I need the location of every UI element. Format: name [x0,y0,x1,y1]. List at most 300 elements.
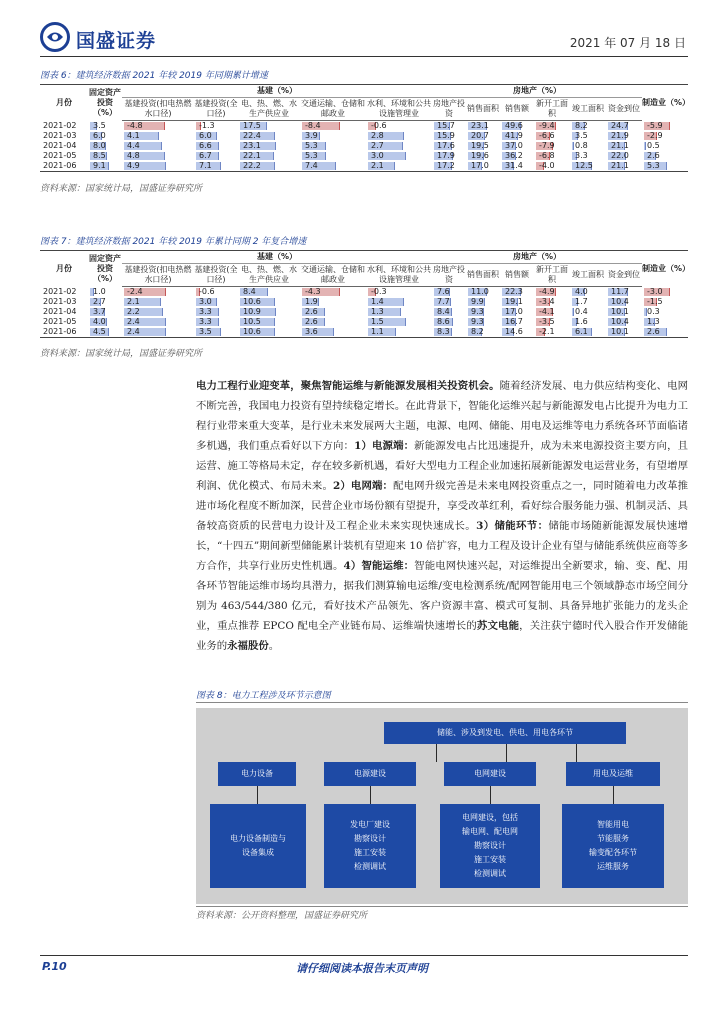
data-bar-cell [302,161,364,171]
data-value: 2.7 [93,297,106,306]
report-date: 2021 年 07 月 18 日 [569,36,686,50]
row-month: 2021-06 [40,161,88,172]
fig8-caption: 图表 8：电力工程涉及环节示意图 [196,691,331,701]
box-power-source: 电源建设 [324,762,416,786]
footer-divider [40,955,688,956]
col-infra-sub: 电、热、燃、水生产供应业 [238,264,300,287]
col-infra-sub: 基建投资(全口径) [194,264,238,287]
recommended-stock: 苏文电能 [476,620,520,632]
data-value: 1.7 [575,297,588,306]
col-re-sub: 竣工面积 [570,98,606,121]
data-value: 3.6 [305,327,318,336]
data-value: 5.3 [305,141,318,150]
table-row [40,141,688,151]
data-bar-cell [468,307,498,317]
data-value: 24.7 [611,121,629,130]
data-bar-cell [434,121,464,131]
data-value: 2.6 [647,327,660,336]
data-value: 41.9 [505,131,523,140]
connector-line [576,744,577,762]
company-logo-icon [40,22,70,52]
data-value: 1.3 [647,317,660,326]
data-value: 10.5 [243,317,261,326]
data-bar-cell [644,297,686,307]
col-re-sub: 销售面积 [466,98,500,121]
box-power-equipment: 电力设备 [218,762,296,786]
data-bar-cell [502,317,532,327]
box-grid: 电网建设 [444,762,536,786]
data-value: -3.0 [647,286,663,296]
data-bar-cell [536,151,568,161]
connector-line [613,786,614,804]
data-bar-cell [302,151,364,161]
data-value: 11.0 [471,287,489,296]
data-bar-cell [502,141,532,151]
data-bar-cell [502,287,532,297]
data-value: -4.8 [127,121,143,130]
data-value: 22.2 [243,161,261,170]
data-bar-cell [572,327,604,337]
data-bar-cell [502,297,532,307]
data-bar-cell [368,287,430,297]
data-bar-cell [302,287,364,297]
data-value: 4.1 [127,131,140,140]
data-value: 10.4 [611,317,629,326]
footer-disclaimer: 请仔细阅读本报告末页声明 [296,962,428,975]
data-value: 4.9 [127,161,140,170]
data-bar-cell [468,317,498,327]
col-infra-sub: 基建投资(全口径) [194,98,238,121]
col-re-sub: 房地产投资 [432,98,466,121]
col-re-sub: 销售面积 [466,264,500,287]
data-value: 17.6 [437,141,455,150]
table-row [40,151,688,161]
data-value: 2.1 [371,161,384,170]
data-bar-cell [368,161,430,171]
data-bar-cell [196,307,236,317]
data-bar-cell [124,131,192,141]
data-value: 3.3 [199,317,212,326]
data-value: 1.3 [371,307,384,316]
col-re-sub: 竣工面积 [570,264,606,287]
data-bar-cell [196,141,236,151]
data-bar-cell [90,141,120,151]
sub-box-usage: 智能用电 节能服务 输变配各环节 运维服务 [562,804,664,888]
data-bar-cell [572,307,604,317]
data-bar-cell [124,297,192,307]
data-value: 36.2 [505,151,523,160]
data-bar-cell [644,307,686,317]
data-bar-cell [536,327,568,337]
data-bar-cell [502,307,532,317]
data-bar-cell [240,121,298,131]
data-bar-cell [368,317,430,327]
col-month: 月份 [40,85,88,121]
sub-box-grid: 电网建设，包括 输电网、配电网 勘察设计 施工安装 检测调试 [440,804,540,888]
data-bar-cell [302,121,364,131]
data-value: 10.1 [611,307,629,316]
data-bar-cell [572,287,604,297]
data-value: 23.1 [471,121,489,130]
data-bar-cell [124,287,192,297]
data-value: 3.0 [371,151,384,160]
data-bar-cell [468,131,498,141]
col-re-sub: 新开工面积 [534,264,570,287]
data-bar-cell [468,327,498,337]
data-value: 5.3 [647,161,660,170]
data-bar-cell [124,151,192,161]
data-bar-cell [196,151,236,161]
data-value: 8.2 [575,121,588,130]
data-value: -3.4 [539,297,555,306]
data-bar-cell [434,161,464,171]
data-value: 0.4 [575,307,588,316]
header-divider [40,56,688,57]
data-bar-cell [536,307,568,317]
data-bar-cell [502,151,532,161]
data-bar-cell [434,141,464,151]
col-re-sub: 新开工面积 [534,98,570,121]
data-value: 7.4 [305,161,318,170]
fig8-top-rule [196,702,688,703]
data-bar-cell [468,121,498,131]
point-1-heading: 1）电源端： [354,440,415,452]
row-month: 2021-05 [43,317,77,326]
data-bar-cell [124,317,192,327]
data-value: -0.6 [199,287,215,296]
data-bar-cell [368,141,430,151]
table-row [40,297,688,307]
data-value: -5.9 [647,120,663,130]
company-name: 国盛证券 [76,30,157,52]
data-bar-cell [608,307,640,317]
data-value: 0.5 [647,141,660,150]
data-bar-cell [90,151,120,161]
data-value: -6.6 [539,131,555,140]
data-value: 15.7 [437,121,455,130]
data-bar-cell [124,121,192,131]
data-bar-cell [90,317,120,327]
data-bar-cell [196,327,236,337]
col-infra-sub: 交通运输、仓储和邮政业 [300,98,366,121]
data-value: 17.5 [243,121,261,130]
data-bar-cell [502,121,532,131]
point-3-heading: 3）储能环节： [476,520,549,532]
data-value: 2.4 [127,327,140,336]
connector-line [436,744,437,762]
fig8-bottom-rule [196,906,688,907]
data-bar-cell [434,151,464,161]
data-value: 8.3 [437,327,450,336]
data-bar-cell [302,307,364,317]
row-month: 2021-02 [43,120,77,130]
table-row [40,161,688,172]
data-value: 6.0 [199,131,212,140]
data-value: 9.3 [471,317,484,326]
fig7-source: 资料来源：国家统计局，国盛证券研究所 [40,349,203,359]
data-value: 6.6 [199,141,212,150]
data-bar-cell [434,327,464,337]
data-bar-cell [240,317,298,327]
data-bar-cell [468,151,498,161]
col-infra-sub: 基建投资(扣电热燃水口径) [122,98,194,121]
data-value: 4.0 [93,317,106,326]
data-bar-cell [502,327,532,337]
connector-line [257,786,258,804]
data-bar-cell [302,297,364,307]
data-value: 2.2 [127,307,140,316]
data-value: 49.6 [505,121,523,130]
data-value: 8.4 [243,287,256,296]
data-value: 8.5 [93,151,106,160]
data-bar-cell [196,287,236,297]
data-bar-cell [572,151,604,161]
data-bar-cell [468,287,498,297]
col-manufacturing: 制造业（%） [642,85,688,121]
data-bar-cell [90,327,120,337]
data-bar-cell [196,317,236,327]
data-value: -0.6 [371,121,387,130]
data-value: -1.5 [647,297,663,306]
data-value: -2.1 [539,327,555,336]
data-bar-cell [240,161,298,171]
data-bar-cell [468,141,498,151]
data-bar-cell [572,161,604,171]
data-value: 3.7 [93,307,106,316]
point-2-heading: 2）电网端： [333,480,394,492]
data-bar-cell [434,307,464,317]
data-bar-cell [124,327,192,337]
data-value: 1.4 [371,297,384,306]
data-value: 17.9 [437,151,455,160]
point-4-heading: 4）智能运维： [343,560,415,572]
data-value: 22.3 [505,287,523,296]
data-value: 10.1 [611,327,629,336]
data-value: 10.9 [243,307,261,316]
row-month: 2021-04 [43,141,77,150]
data-value: 3.0 [199,297,212,306]
data-bar-cell [196,121,236,131]
data-value: 19.5 [471,141,489,150]
data-bar-cell [90,161,120,171]
data-value: 9.1 [93,161,106,170]
data-value: 7.1 [199,161,212,170]
data-value: 19.1 [505,297,523,306]
data-value: -4.0 [539,161,555,170]
data-value: 5.3 [305,151,318,160]
data-value: 23.1 [243,141,261,150]
data-value: 17.2 [437,161,455,170]
data-value: 1.1 [371,327,384,336]
data-value: 3.3 [199,307,212,316]
row-month: 2021-04 [43,307,77,316]
data-bar-cell [240,141,298,151]
row-month: 2021-05 [43,151,77,160]
data-bar-cell [90,307,120,317]
data-value: 10.4 [611,297,629,306]
data-bar-cell [468,297,498,307]
data-bar-cell [302,317,364,327]
data-value: -8.4 [305,121,321,130]
data-value: 0.8 [575,141,588,150]
data-value: 10.6 [243,327,261,336]
data-bar-cell [502,161,532,171]
col-fixed-asset: 固定资产投资（%） [88,251,122,287]
data-value: 2.1 [127,297,140,306]
data-bar-cell [240,131,298,141]
data-value: 7.6 [437,287,450,296]
data-bar-cell [572,131,604,141]
connector-line [370,786,371,804]
col-group-realestate: 房地产（%） [432,85,642,98]
data-bar-cell [90,121,120,131]
data-bar-cell [608,327,640,337]
data-value: 22.0 [611,151,629,160]
data-value: 37.0 [505,141,523,150]
data-bar-cell [608,121,640,131]
data-bar-cell [240,307,298,317]
data-bar-cell [302,131,364,141]
col-re-sub: 销售额 [500,98,534,121]
col-infra-sub: 交通运输、仓储和邮政业 [300,264,366,287]
data-value: 3.5 [93,120,106,130]
col-re-sub: 销售额 [500,264,534,287]
data-bar-cell [434,287,464,297]
data-bar-cell [90,287,120,297]
data-value: 4.5 [93,327,106,336]
data-bar-cell [536,161,568,171]
data-bar-cell [572,297,604,307]
data-value: 1.0 [93,286,106,296]
data-value: 2.7 [371,141,384,150]
data-value: 4.4 [127,141,140,150]
data-bar-cell [434,297,464,307]
data-value: -6.8 [539,151,555,160]
data-value: -2.4 [127,287,143,296]
data-value: -7.9 [539,141,555,150]
data-bar-cell [196,161,236,171]
data-bar-cell [368,131,430,141]
data-value: 1.5 [371,317,384,326]
data-value: 2.4 [127,317,140,326]
data-value: -4.3 [305,287,321,296]
data-value: 22.4 [243,131,261,140]
diagram-top-box: 储能、涉及到发电、供电、用电各环节 [384,722,626,744]
table-row [40,287,688,298]
data-bar-cell [536,287,568,297]
data-bar-cell [608,287,640,297]
data-value: 14.6 [505,327,523,336]
data-bar-cell [124,141,192,151]
data-value: -9.4 [539,121,555,130]
data-bar-cell [196,297,236,307]
data-value: 8.2 [471,327,484,336]
col-infra-sub: 水利、环境和公共设施管理业 [366,98,432,121]
data-bar-cell [368,327,430,337]
data-value: 15.9 [437,131,455,140]
data-bar-cell [302,327,364,337]
data-bar-cell [608,317,640,327]
data-value: 9.9 [471,297,484,306]
data-value: 3.5 [199,327,212,336]
col-manufacturing: 制造业（%） [642,251,688,287]
data-value: 4.0 [575,287,588,296]
data-bar-cell [124,307,192,317]
data-bar-cell [536,297,568,307]
data-value: 17.0 [471,161,489,170]
data-value: 22.1 [243,151,261,160]
data-value: 4.8 [127,151,140,160]
data-bar-cell [124,161,192,171]
data-value: 2.6 [305,307,318,316]
data-value: -0.3 [371,287,387,296]
col-group-infra: 基建（%） [122,251,432,264]
table-row [40,327,688,338]
row-month: 2021-06 [40,327,88,338]
data-value: -1.3 [199,121,215,130]
data-bar-cell [240,297,298,307]
data-value: 6.7 [199,151,212,160]
data-value: 3.5 [575,131,588,140]
fig8-source: 资料来源：公开资料整理，国盛证券研究所 [196,911,368,921]
data-bar-cell [608,297,640,307]
data-bar-cell [368,151,430,161]
data-value: 2.6 [647,151,660,160]
sub-box-equipment: 电力设备制造与 设备集成 [210,804,306,888]
col-group-infra: 基建（%） [122,85,432,98]
data-value: 9.3 [471,307,484,316]
data-bar-cell [196,131,236,141]
data-value: 17.0 [505,307,523,316]
data-bar-cell [608,141,640,151]
data-value: -3.5 [539,317,555,326]
data-bar-cell [644,151,686,161]
data-bar-cell [572,121,604,131]
col-fixed-asset: 固定资产投资（%） [88,85,122,121]
power-engineering-diagram [196,708,688,904]
fig6-table [40,84,691,172]
data-value: 6.1 [575,327,588,336]
data-value: 21.1 [611,161,629,170]
data-value: 1.6 [575,317,588,326]
data-value: 3.9 [305,131,318,140]
body-paragraph: 电力工程行业迎变革，聚焦智能运维与新能源发展相关投资机会。随着经济发展、电力供应结构变化、电网不断完善，我国电力投资有望持续稳定增长。在此背景下，智能化运维兴起与新能源发电占比提升为电力工程行业带来重大变革，是行业未来发展两大主题，电源、电网、储能、用电及运维等电力系统各环节面临诸多机遇，我们重点看好以下方向：1）电源端：新能源发电占比迅速提升，成为未来电源投资主要方向，且运营、施工等格局未定，存在较多新机遇，看好大型电力工程企业加速拓展新能源发电运营业务，有望增厚利润、优化模式、布局未来。2）电网端：配电网升级完善是未来电网投资重点之一，同时随着电力改革推进市场化程度不断加深，民营企业市场份额有望提升，享受改革红利，看好综合服务能力强、机制灵活、具备较高资质的民营电力设计及工程企业未来实现快速成长。3）储能环节：储能市场随新能源发展快速增长，“十四五”期间新型储能累计装机有望迎来 10 倍扩容，电力工程及设计企业有望与储能系统供应商等多方合作，共享行业历史性机遇。4）智能运维：智能电网快速兴起，对运维提出全新要求，输、变、配、用各环节智能运维市场均具潜力，据我们测算输电运维/变电检测系统/配网智能用电三个领域静态市场空间分别为 463/544/380 亿元，看好技术产品领先、客户资源丰富、模式可复制、具备异地扩张能力的龙头企业，重点推荐 EPCO 配电全产业链布局、运维端快速增长的苏文电能，关注获宁德时代入股合作开发储能业务的永福股份。 [196,380,689,652]
data-value: 21.9 [611,131,629,140]
lead-sentence: 电力工程行业迎变革，聚焦智能运维与新能源发展相关投资机会。 [196,380,500,392]
data-value: -2.9 [647,131,663,140]
col-re-sub: 资金到位 [606,264,642,287]
data-value: -4.9 [539,287,555,296]
col-re-sub: 房地产投资 [432,264,466,287]
data-bar-cell [644,161,686,171]
data-value: 2.8 [371,131,384,140]
connector-line [490,786,491,804]
data-value: 3.3 [575,151,588,160]
data-bar-cell [468,161,498,171]
data-bar-cell [644,317,686,327]
data-bar-cell [572,317,604,327]
data-value: 8.6 [437,317,450,326]
box-usage-ops: 用电及运维 [566,762,660,786]
data-value: 31.4 [505,161,523,170]
data-bar-cell [536,121,568,131]
data-bar-cell [536,141,568,151]
col-month: 月份 [40,251,88,287]
data-bar-cell [90,297,120,307]
data-value: -4.1 [539,307,555,316]
fig7-caption: 图表 7：建筑经济数据 2021 年较 2019 年累计同期 2 年复合增速 [40,237,307,247]
data-bar-cell [240,151,298,161]
